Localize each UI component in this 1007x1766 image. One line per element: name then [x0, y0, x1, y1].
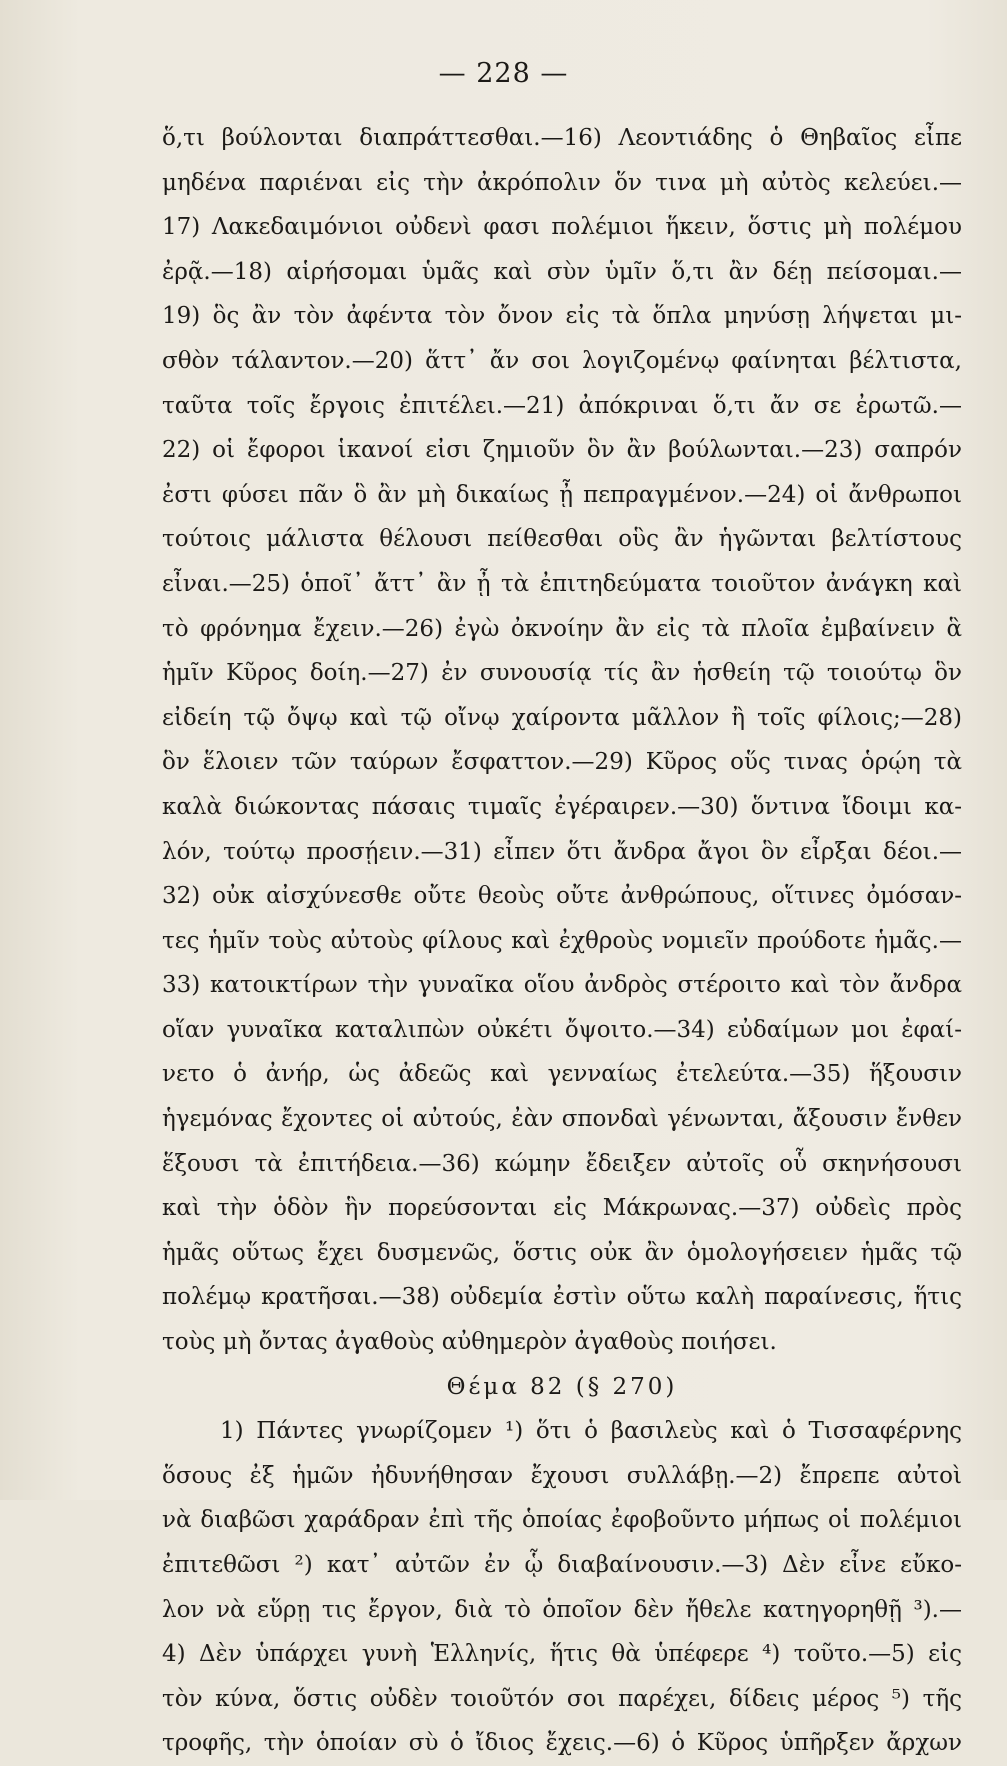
text-line: 22) οἱ ἔφοροι ἱκανοί εἰσι ζημιοῦν ὃν ἂν βούλωνται.—23) σαπρόν	[162, 437, 962, 464]
text-line: τὸ φρόνημα ἔχειν.—26) ἐγὼ ὀκνοίην ἂν εἰς τὰ πλοῖα ἐμβαίνειν ἃ	[162, 615, 962, 642]
text-line: νὰ διαβῶσι χαράδραν ἐπὶ τῆς ὁποίας ἐφοβοῦντο μήπως οἱ πολέμιοι	[162, 1507, 962, 1534]
text-line: τροφῆς, τὴν ὁποίαν σὺ ὁ ἴδιος ἔχεις.—6) ὁ Κῦρος ὑπῆρξεν ἄρχων	[162, 1730, 962, 1757]
text-line: ὅσους ἐξ ἡμῶν ἠδυνήθησαν ἔχουσι συλλάβῃ.—2) ἔπρεπε αὐτοὶ	[162, 1462, 962, 1489]
text-line: τοὺς μὴ ὄντας ἀγαθοὺς αὐθημερὸν ἀγαθοὺς ποιήσει.	[162, 1329, 777, 1356]
text-line: σθὸν τάλαντον.—20) ἅττ᾽ ἄν σοι λογιζομένῳ φαίνηται βέλτιστα,	[162, 347, 962, 374]
text-line: ἕξουσι τὰ ἐπιτήδεια.—36) κώμην ἔδειξεν αὐτοῖς οὗ σκηνήσουσι	[162, 1150, 962, 1177]
text-line: 19) ὃς ἂν τὸν ἀφέντα τὸν ὄνον εἰς τὰ ὅπλα μηνύσῃ λήψεται μι-	[162, 303, 962, 330]
text-line: τες ἡμῖν τοὺς αὐτοὺς φίλους καὶ ἐχθροὺς νομιεῖν προύδοτε ἡμᾶς.—	[162, 927, 962, 954]
text-line: μηδένα παριέναι εἰς τὴν ἀκρόπολιν ὅν τινα μὴ αὐτὸς κελεύει.—	[162, 169, 962, 196]
text-line: ἡγεμόνας ἔχοντες οἱ αὐτούς, ἐὰν σπονδαὶ γένωνται, ἄξουσιν ἔνθεν	[162, 1106, 962, 1133]
text-line: οἵαν γυναῖκα καταλιπὼν οὐκέτι ὄψοιτο.—34) εὐδαίμων μοι ἐφαί-	[162, 1016, 962, 1043]
text-line: τὸν κύνα, ὅστις οὐδὲν τοιοῦτόν σοι παρέχει, δίδεις μέρος ⁵) τῆς	[162, 1685, 962, 1712]
text-line: λόν, τούτῳ προσῄειν.—31) εἶπεν ὅτι ἄνδρα ἄγοι ὃν εἶρξαι δέοι.—	[162, 838, 962, 865]
text-line: εἶναι.—25) ὁποῖ᾽ ἄττ᾽ ἂν ᾖ τὰ ἐπιτηδεύματα τοιοῦτον ἀνάγκη καὶ	[162, 570, 962, 597]
text-line: ἡμῖν Κῦρος δοίη.—27) ἐν συνουσίᾳ τίς ἂν ἡσθείη τῷ τοιούτῳ ὃν	[162, 660, 962, 687]
exercise-heading: Θέμα 82 (§ 270)	[446, 1373, 678, 1400]
text-line: 32) οὐκ αἰσχύνεσθε οὔτε θεοὺς οὔτε ἀνθρώπους, οἵτινες ὀμόσαν-	[162, 883, 962, 910]
text-line: καλὰ διώκοντας πάσαις τιμαῖς ἐγέραιρεν.—30) ὅντινα ἴδοιμι κα-	[162, 793, 962, 820]
text-line: εἰδείη τῷ ὄψῳ καὶ τῷ οἴνῳ χαίροντα μᾶλλον ἢ τοῖς φίλοις;—28)	[162, 704, 962, 731]
text-line: 17) Λακεδαιμόνιοι οὐδενὶ φασι πολέμιοι ἥκειν, ὅστις μὴ πολέμου	[162, 214, 962, 241]
page-number: — 228 —	[438, 58, 569, 89]
text-line: 1) Πάντες γνωρίζομεν ¹) ὅτι ὁ βασιλεὺς καὶ ὁ Τισσαφέρνης	[220, 1418, 962, 1445]
text-line: πολέμῳ κρατῆσαι.—38) οὐδεμία ἐστὶν οὕτω καλὴ παραίνεσις, ἥτις	[162, 1284, 962, 1311]
text-line: ἡμᾶς οὕτως ἔχει δυσμενῶς, ὅστις οὐκ ἂν ὁμολογήσειεν ἡμᾶς τῷ	[162, 1239, 962, 1266]
text-line: 4) Δὲν ὑπάρχει γυνὴ Ἑλληνίς, ἥτις θὰ ὑπέφερε ⁴) τοῦτο.—5) εἰς	[162, 1641, 962, 1668]
text-line: 33) κατοικτίρων τὴν γυναῖκα οἵου ἀνδρὸς στέροιτο καὶ τὸν ἄνδρα	[162, 972, 962, 999]
text-line: ἐρᾷ.—18) αἱρήσομαι ὑμᾶς καὶ σὺν ὑμῖν ὅ,τι ἂν δέῃ πείσομαι.—	[162, 258, 962, 285]
text-line: καὶ τὴν ὁδὸν ἣν πορεύσονται εἰς Μάκρωνας.—37) οὐδεὶς πρὸς	[162, 1195, 962, 1222]
text-line: νετο ὁ ἀνήρ, ὡς ἀδεῶς καὶ γενναίως ἐτελεύτα.—35) ἥξουσιν	[162, 1061, 962, 1088]
text-line: ὅ,τι βούλονται διαπράττεσθαι.—16) Λεοντιάδης ὁ Θηβαῖος εἶπε	[162, 125, 962, 151]
text-line: λον νὰ εὕρῃ τις ἔργον, διὰ τὸ ὁποῖον δὲν ἤθελε κατηγορηθῇ ³).—	[162, 1596, 962, 1623]
text-body	[162, 116, 962, 1766]
text-line: τούτοις μάλιστα θέλουσι πείθεσθαι οὓς ἂν ἡγῶνται βελτίστους	[162, 526, 962, 553]
text-line: ὃν ἕλοιεν τῶν ταύρων ἔσφαττον.—29) Κῦρος οὕς τινας ὁρῴη τὰ	[162, 749, 962, 776]
text-line: ἐπιτεθῶσι ²) κατ᾽ αὐτῶν ἐν ᾧ διαβαίνουσιν.—3) Δὲν εἶνε εὔκο-	[162, 1552, 962, 1578]
text-line: ἐστι φύσει πᾶν ὃ ἂν μὴ δικαίως ᾖ πεπραγμένον.—24) οἱ ἄνθρωποι	[162, 481, 962, 508]
text-line: ταῦτα τοῖς ἔργοις ἐπιτέλει.—21) ἀπόκριναι ὅ,τι ἄν σε ἐρωτῶ.—	[162, 392, 962, 419]
